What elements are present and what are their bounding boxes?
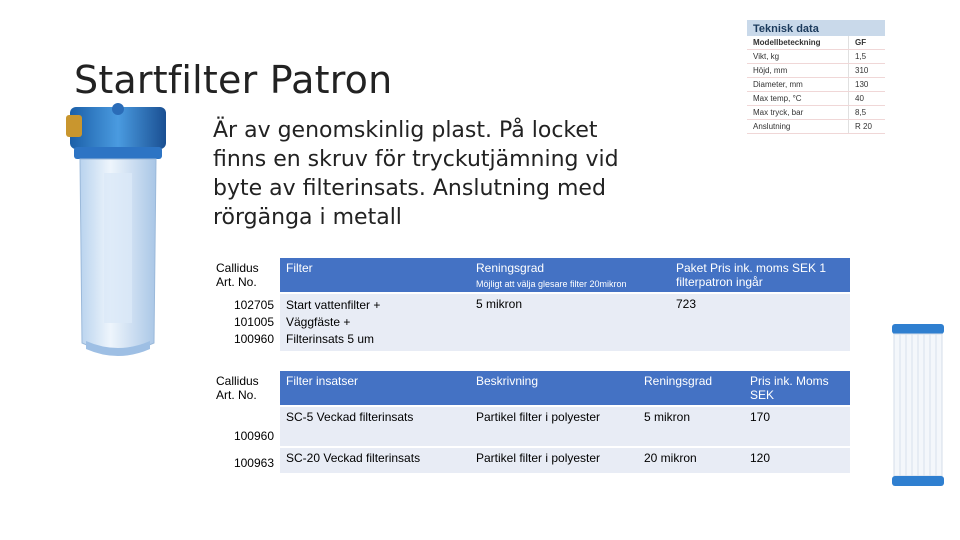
insert-grade: 5 mikron bbox=[638, 406, 744, 447]
spec-row bbox=[747, 50, 885, 64]
spec-value: 40 bbox=[848, 92, 885, 105]
spec-value: 130 bbox=[848, 78, 885, 91]
filter-cartridge-image bbox=[890, 322, 946, 488]
spec-row bbox=[747, 106, 885, 120]
spec-value: R 20 bbox=[848, 120, 885, 133]
header-grade: Reningsgrad bbox=[638, 371, 744, 406]
spec-label: Max tryck, bar bbox=[753, 108, 804, 117]
insert-description: Partikel filter i polyester bbox=[470, 447, 638, 473]
header-art-no: Callidus Art. No. bbox=[210, 258, 280, 293]
spec-value: GF bbox=[848, 36, 885, 49]
filter-items-cell bbox=[280, 293, 470, 351]
header-grade-label: Reningsgrad bbox=[476, 261, 545, 275]
spec-label: Max temp, °C bbox=[753, 94, 802, 103]
header-grade-note: Möjligt att välja glesare filter 20mikron bbox=[476, 279, 627, 289]
art-number: 100960 bbox=[210, 406, 280, 447]
header-filter-inserts: Filter insatser bbox=[280, 371, 470, 406]
spec-row bbox=[747, 120, 885, 134]
filter-item: Väggfäste + bbox=[286, 315, 351, 329]
price-cell: 723 bbox=[670, 293, 850, 351]
filter-insert-name: SC-5 Veckad filterinsats bbox=[280, 406, 470, 447]
page-title: Startfilter Patron bbox=[74, 58, 393, 102]
spec-row bbox=[747, 36, 885, 50]
filter-item: Start vattenfilter + bbox=[286, 298, 381, 312]
header-description: Beskrivning bbox=[470, 371, 638, 406]
insert-price: 170 bbox=[744, 406, 850, 447]
table-header-row bbox=[210, 371, 850, 406]
spec-label: Vikt, kg bbox=[753, 52, 780, 61]
table-header-row bbox=[210, 258, 850, 293]
spec-value: 310 bbox=[848, 64, 885, 77]
header-art-no: Callidus Art. No. bbox=[210, 371, 280, 406]
insert-grade: 20 mikron bbox=[638, 447, 744, 473]
filter-insert-name: SC-20 Veckad filterinsats bbox=[280, 447, 470, 473]
header-price: Pris ink. Moms SEK bbox=[744, 371, 850, 406]
tech-spec-heading: Teknisk data bbox=[747, 20, 885, 36]
header-filter: Filter bbox=[280, 258, 470, 293]
spec-label: Höjd, mm bbox=[753, 66, 788, 75]
insert-description: Partikel filter i polyester bbox=[470, 406, 638, 447]
spec-row bbox=[747, 92, 885, 106]
art-number: 101005 bbox=[233, 315, 274, 329]
spec-label: Anslutning bbox=[753, 122, 791, 131]
table-row bbox=[210, 406, 850, 447]
spec-row bbox=[747, 78, 885, 92]
tech-spec-card bbox=[747, 20, 885, 160]
art-number: 102705 bbox=[233, 298, 274, 312]
table-row bbox=[210, 447, 850, 473]
spec-label: Modellbeteckning bbox=[753, 38, 821, 47]
filter-housing-image bbox=[66, 103, 170, 363]
header-price: Paket Pris ink. moms SEK 1 filterpatron ingår bbox=[670, 258, 850, 293]
spec-row bbox=[747, 64, 885, 78]
product-description: Är av genomskinlig plast. På locket finns en skruv för tryckutjämning vid byte av filterinsats. Anslutning med rörgänga i metall bbox=[213, 118, 619, 230]
art-number: 100960 bbox=[233, 332, 274, 346]
spec-value: 8,5 bbox=[848, 106, 885, 119]
grade-cell: 5 mikron bbox=[470, 293, 670, 351]
art-numbers-cell bbox=[210, 293, 280, 351]
spec-label: Diameter, mm bbox=[753, 80, 803, 89]
table-row bbox=[210, 293, 850, 351]
insert-price: 120 bbox=[744, 447, 850, 473]
art-number: 100963 bbox=[210, 447, 280, 473]
filter-item: Filterinsats 5 um bbox=[286, 332, 375, 346]
insert-price-table bbox=[210, 371, 850, 473]
header-grade bbox=[470, 258, 670, 293]
housing-price-table bbox=[210, 258, 850, 351]
spec-value: 1,5 bbox=[848, 50, 885, 63]
